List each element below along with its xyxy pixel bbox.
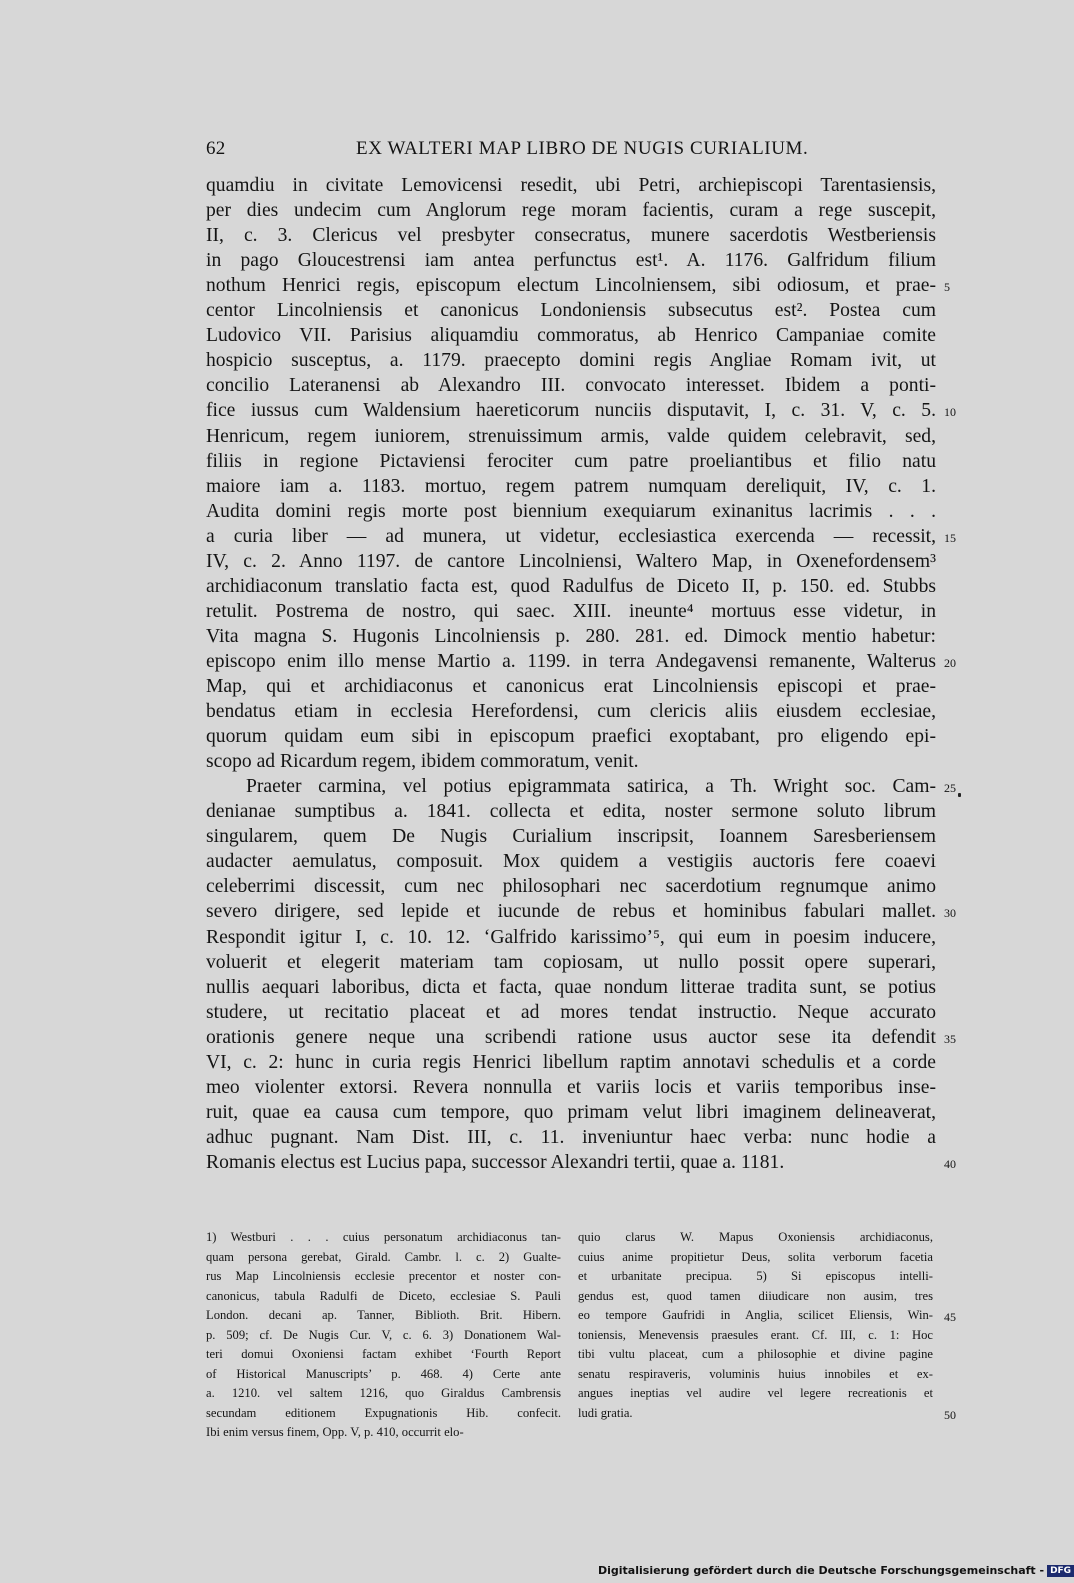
text-line: IV, c. 2. Anno 1197. de cantore Lincolniensi, Waltero Map, in Oxenefordensem³ xyxy=(206,550,936,572)
text-line: concilio Lateranensi ab Alexandro III. convocato interesset. Ibidem a ponti- xyxy=(206,375,936,397)
text-line: in pago Gloucestrensi iam antea perfunctus est¹. A. 1176. Galfridum filium xyxy=(206,250,936,272)
text-line: ruit, quae ea causa cum tempore, quo primam velut libri imaginem delineaverat, xyxy=(206,1101,936,1123)
text-line: filiis in regione Pictaviensi ferociter cum patre proeliantibus et filio natu xyxy=(206,450,936,472)
text-line: archidiaconum translatio facta est, quod Radulfus de Diceto II, p. 150. ed. Stubbs xyxy=(206,575,936,597)
text-line: quorum quidam eum sibi in episcopum praefici exoptabant, pro eligendo epi- xyxy=(206,726,936,748)
text-line: singularem, quem De Nugis Curialium inscripsit, Ioannem Saresberiensem xyxy=(206,826,936,848)
line-number: 40 xyxy=(944,1156,956,1171)
line-number: 15 xyxy=(944,530,956,545)
text-line: maiore iam a. 1183. mortuo, regem patrem numquam dereliquit, IV, c. 1. xyxy=(206,475,936,497)
footnote-line: London. decani ap. Tanner, Biblioth. Brit. Hibern. xyxy=(206,1308,561,1322)
footnote-line: canonicus, tabula Radulfi de Diceto, ecclesiae S. Pauli xyxy=(206,1288,561,1303)
footnotes-right-column xyxy=(578,1228,933,1423)
text-line: celeberrimi discessit, cum nec philosophari nec sacerdotium regnumque animo xyxy=(206,876,936,898)
text-line: centor Lincolniensis et canonicus Londoniensis subsecutus est². Postea cum xyxy=(206,300,936,322)
text-line: Map, qui et archidiaconus et canonicus erat Lincolniensis episcopi et prae- xyxy=(206,676,936,697)
text-line: nullis aequari laboribus, dicta et facta, quae nondum litterae tradita sunt, se potius xyxy=(206,976,936,998)
text-line: voluerit et elegerit materiam tam copiosam, ut nullo possit opere superari, xyxy=(206,951,936,973)
footnote-line: quam persona gerebat, Girald. Cambr. l. c. 2) Gualte- xyxy=(206,1249,561,1264)
line-number: 20 xyxy=(944,655,956,670)
text-line: Ludovico VII. Parisius aliquamdiu commoratus, ab Henrico Campaniae comite xyxy=(206,325,936,347)
text-line: II, c. 3. Clericus vel presbyter consecratus, munere sacerdotis Westberiensis xyxy=(206,225,936,247)
text-line: a curia liber — ad munera, ut videtur, ecclesiastica exercenda — recessit, xyxy=(206,525,936,547)
text-line: nothum Henrici regis, episcopum electum Lincolniensem, sibi odiosum, et prae- xyxy=(206,275,936,297)
footnote-line: ludi gratia. xyxy=(578,1405,633,1420)
footnote-line-number: 45 xyxy=(944,1310,956,1324)
line-number: 10 xyxy=(944,405,956,420)
dfg-logo: DFG xyxy=(1047,1565,1074,1577)
line-number: 5 xyxy=(944,280,950,295)
text-line: orationis genere neque una scribendi ratione usus auctor sese ita defendit xyxy=(206,1026,936,1048)
text-line: severo dirigere, sed lepide et iucunde de rebus et hominibus fabulari mallet. xyxy=(206,901,936,923)
footnote-line: p. 509; cf. De Nugis Cur. V, c. 6. 3) Donationem Wal- xyxy=(206,1327,561,1342)
text-line: denianae sumptibus a. 1841. collecta et edita, noster sermone soluto librum xyxy=(206,801,936,823)
line-number: 30 xyxy=(944,906,956,921)
footnote-line: eo tempore Gaufridi in Anglia, scilicet Eliensis, Win- xyxy=(578,1308,933,1322)
text-line: episcopo enim illo mense Martio a. 1199. in terra Andegavensi remanente, Walterus xyxy=(206,650,936,672)
footnote-line: toniensis, Menevensis praesules erant. Cf. III, c. 1: Hoc xyxy=(578,1327,933,1342)
text-line: Vita magna S. Hugonis Lincolniensis p. 280. 281. ed. Dimock mentio habetur: xyxy=(206,625,936,647)
line-number: 25 xyxy=(944,781,956,796)
footnote-line: senatu respiraveris, voluminis huius innobiles et ex- xyxy=(578,1366,933,1381)
footnote-line: angues ineptias vel audire vel legere recreationis et xyxy=(578,1386,933,1400)
text-line: Praeter carmina, vel potius epigrammata satirica, a Th. Wright soc. Cam- xyxy=(246,776,936,798)
footnote-line: rus Map Lincolniensis ecclesie precentor et noster con- xyxy=(206,1269,561,1283)
text-line: meo violenter extorsi. Revera nonnulla et variis locis et variis temporibus inse- xyxy=(206,1076,936,1098)
running-header xyxy=(206,138,934,160)
margin-mark xyxy=(958,793,961,797)
text-line: Audita domini regis morte post biennium exequiarum exinanitus lacrimis . . . xyxy=(206,500,936,522)
footnote-line: et urbanitate precipua. 5) Si episcopus intelli- xyxy=(578,1269,933,1283)
footnote-line: 1) Westburi . . . cuius personatum archidiaconus tan- xyxy=(206,1230,561,1244)
footnote-line: of Historical Manuscripts’ p. 468. 4) Certe ante xyxy=(206,1366,561,1381)
footnote-line: quio clarus W. Mapus Oxoniensis archidiaconus, xyxy=(578,1230,933,1244)
text-line: retulit. Postrema de nostro, qui saec. XIII. ineunte⁴ mortuus esse videtur, in xyxy=(206,600,936,622)
footnotes-left-column xyxy=(206,1228,561,1443)
text-line: studere, ut recitatio placeat et ad mores tendat instructio. Neque accurato xyxy=(206,1001,936,1023)
text-line: hospicio susceptus, a. 1179. praecepto domini regis Angliae Romam ivit, ut xyxy=(206,350,936,372)
credit-text: Digitalisierung gefördert durch die Deutsche Forschungsgemeinschaft - xyxy=(598,1564,1045,1577)
line-number: 35 xyxy=(944,1031,956,1046)
text-line: adhuc pugnant. Nam Dist. III, c. 11. inveniuntur haec verba: nunc hodie a xyxy=(206,1126,936,1148)
footnote-line: tibi vultu placeat, cum a philosophie et divine pagine xyxy=(578,1347,933,1361)
text-line: bendatus etiam in ecclesia Herefordensi, cum clericis aliis eiusdem ecclesiae, xyxy=(206,701,936,723)
text-line: VI, c. 2: hunc in curia regis Henrici libellum raptim annotavi schedulis et a corde xyxy=(206,1051,936,1073)
text-line: audacter aemulatus, composuit. Mox quidem a vestigiis auctoris fere coaevi xyxy=(206,851,936,873)
page-number: 62 xyxy=(206,138,226,159)
text-line: fice iussus cum Waldensium haereticorum nunciis disputavit, I, c. 31. V, c. 5. xyxy=(206,400,936,422)
footnote-line: secundam editionem Expugnationis Hib. confecit. xyxy=(206,1405,561,1420)
footnote-line: cuius anime propitietur Deus, solita verborum facetia xyxy=(578,1249,933,1264)
text-line: per dies undecim cum Anglorum rege moram facientis, curam a rege suscepit, xyxy=(206,200,936,222)
running-title: EX WALTERI MAP LIBRO DE NUGIS CURIALIUM. xyxy=(356,138,809,159)
footnote-line: teri domui Oxoniensi factam exhibet ‘Fourth Report xyxy=(206,1347,561,1361)
footnote-line: Ibi enim versus finem, Opp. V, p. 410, occurrit elo- xyxy=(206,1425,464,1439)
text-line: scopo ad Ricardum regem, ibidem commoratum, venit. xyxy=(206,751,639,773)
text-line: quamdiu in civitate Lemovicensi resedit, ubi Petri, archiepiscopi Tarentasiensis, xyxy=(206,175,936,196)
footnote-line-number: 50 xyxy=(944,1407,956,1422)
digitization-credit xyxy=(598,1564,1074,1577)
text-line: Romanis electus est Lucius papa, successor Alexandri tertii, quae a. 1181. xyxy=(206,1151,785,1173)
text-line: Respondit igitur I, c. 10. 12. ‘Galfrido karissimo’⁵, qui eum in poesim inducere, xyxy=(206,926,936,948)
text-line: Henricum, regem iuniorem, strenuissimum armis, valde quidem celebravit, sed, xyxy=(206,425,936,447)
footnote-line: a. 1210. vel saltem 1216, quo Giraldus Cambrensis xyxy=(206,1386,561,1400)
footnote-line: gendus est, quod tamen diiudicare non ausim, tres xyxy=(578,1288,933,1303)
